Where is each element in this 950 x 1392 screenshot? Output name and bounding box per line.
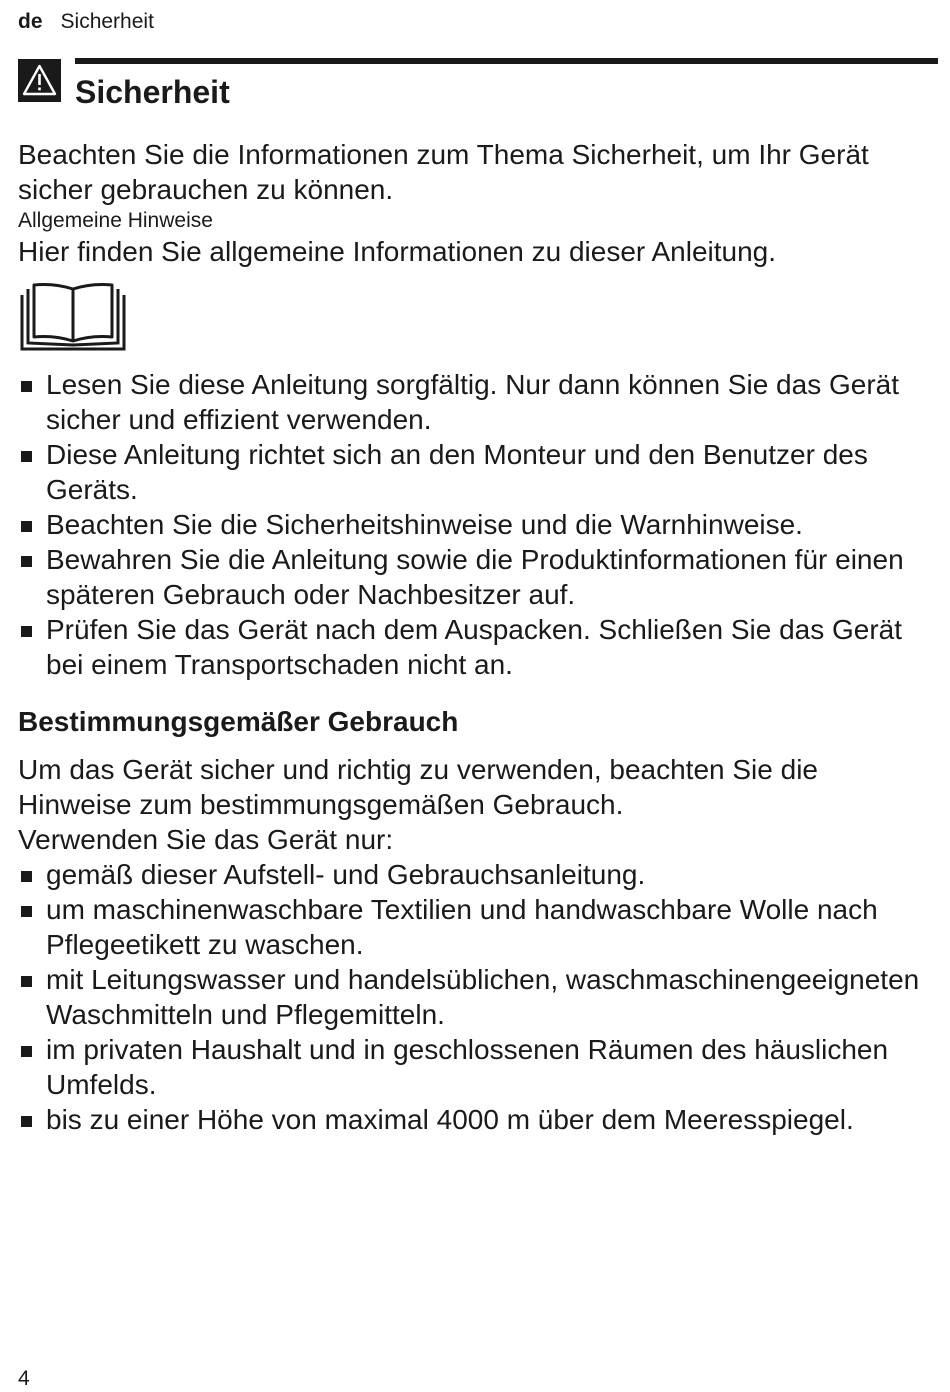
list-item: Bewahren Sie die Anleitung sowie die Produktinformationen für einen späteren Gebrauch oder Nachbesitzer auf. [18, 542, 938, 612]
list-item: Diese Anleitung richtet sich an den Monteur und den Benutzer des Geräts. [18, 437, 938, 507]
header-section: Sicherheit [60, 10, 154, 33]
section-rule [75, 58, 938, 64]
list-item: Prüfen Sie das Gerät nach dem Auspacken. Schließen Sie das Gerät bei einem Transportschaden nicht an. [18, 612, 938, 682]
warning-triangle-icon [18, 59, 61, 102]
main-content [18, 137, 938, 1137]
bullet-square-icon [21, 521, 32, 532]
general-notes-text: Hier finden Sie allgemeine Informationen zu dieser Anleitung. [18, 236, 777, 267]
list-item: Lesen Sie diese Anleitung sorgfältig. Nur dann können Sie das Gerät sicher und effizient verwenden. [18, 367, 938, 437]
running-header [18, 8, 154, 36]
page-title: Sicherheit [75, 74, 230, 110]
bullet-square-icon [21, 626, 32, 637]
general-notes-list [18, 367, 938, 682]
bullet-square-icon [21, 906, 32, 917]
bullet-square-icon [21, 556, 32, 567]
bullet-square-icon [21, 451, 32, 462]
general-notes-label: Allgemeine Hinweise [18, 209, 213, 232]
list-item: im privaten Haushalt und in geschlossenen Räumen des häuslichen Umfelds. [18, 1032, 938, 1102]
intended-use-text: Um das Gerät sicher und richtig zu verwenden, beachten Sie die Hinweise zum bestimmungsgemäßen Gebrauch. [18, 754, 818, 820]
intro-paragraph: Beachten Sie die Informationen zum Thema Sicherheit, um Ihr Gerät sicher gebrauchen zu können. [18, 139, 869, 205]
bullet-square-icon [21, 871, 32, 882]
bullet-square-icon [21, 1116, 32, 1127]
intended-use-list [18, 857, 938, 1137]
list-item: mit Leitungswasser und handelsüblichen, waschmaschinengeeigneten Waschmitteln und Pflegemitteln. [18, 962, 938, 1032]
bullet-square-icon [21, 1046, 32, 1057]
list-item: gemäß dieser Aufstell- und Gebrauchsanleitung. [18, 857, 938, 892]
list-item: bis zu einer Höhe von maximal 4000 m über dem Meeresspiegel. [18, 1102, 938, 1137]
bullet-square-icon [21, 976, 32, 987]
intended-use-lead: Verwenden Sie das Gerät nur: [18, 824, 394, 855]
bullet-square-icon [21, 381, 32, 392]
list-item: um maschinenwaschbare Textilien und handwaschbare Wolle nach Pflegeetikett zu waschen. [18, 892, 938, 962]
page-number: 4 [18, 1367, 30, 1390]
language-code: de [18, 10, 43, 33]
intended-use-heading: Bestimmungsgemäßer Gebrauch [18, 706, 459, 737]
open-book-icon [18, 281, 938, 355]
list-item: Beachten Sie die Sicherheitshinweise und die Warnhinweise. [18, 507, 938, 542]
